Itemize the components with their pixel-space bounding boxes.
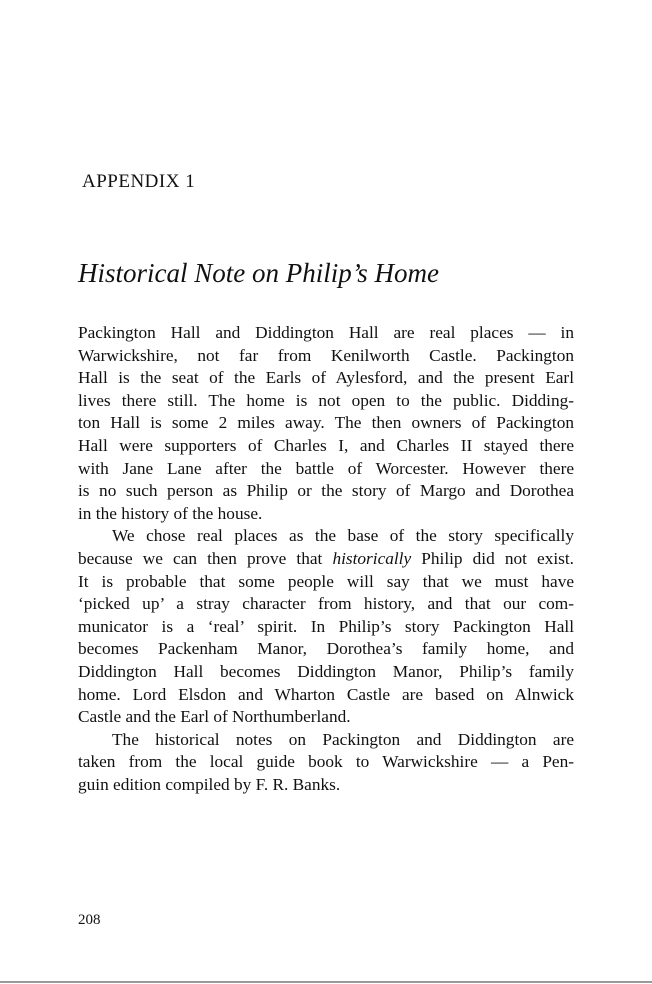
text-line: with Jane Lane after the battle of Worcester. However there: [78, 458, 574, 478]
text-run: Philip did not exist.: [411, 548, 574, 568]
text-line: We chose real places as the base of the story specifically: [112, 526, 574, 546]
text-run: because we can then prove that: [78, 548, 333, 568]
appendix-label: APPENDIX 1: [82, 171, 196, 192]
text-line: Castle and the Earl of Northumberland.: [78, 707, 351, 727]
text-line: home. Lord Elsdon and Wharton Castle are based on Alnwick: [78, 684, 574, 704]
page-number: 208: [78, 912, 101, 928]
text-line: guin edition compiled by F. R. Banks.: [78, 774, 341, 794]
bottom-rule: [0, 981, 652, 983]
text-line: Warwickshire, not far from Kenilworth Castle. Packington: [78, 345, 574, 365]
emphasis-historically: historically: [332, 548, 412, 568]
chapter-title: Historical Note on Philip’s Home: [78, 258, 439, 288]
text-line: becomes Packenham Manor, Dorothea’s family home, and: [78, 639, 574, 659]
text-line: Hall were supporters of Charles I, and Charles II stayed there: [78, 435, 574, 455]
body-text: [78, 322, 574, 796]
text-line: ton Hall is some 2 miles away. The then owners of Packington: [78, 413, 574, 433]
text-line: municator is a ‘real’ spirit. In Philip’s story Packington Hall: [78, 616, 574, 636]
text-line: in the history of the house.: [78, 503, 263, 523]
text-line-with-emphasis: [78, 548, 574, 571]
text-line: Packington Hall and Diddington Hall are real places — in: [78, 323, 574, 342]
paragraph-1: [78, 322, 574, 525]
text-line: ‘picked up’ a stray character from history, and that our com-: [78, 594, 574, 614]
text-line: Diddington Hall becomes Diddington Manor, Philip’s family: [78, 661, 574, 681]
paragraph-2: [78, 525, 574, 728]
text-line: Hall is the seat of the Earls of Aylesford, and the present Earl: [78, 368, 574, 388]
text-line: is no such person as Philip or the story of Margo and Dorothea: [78, 481, 574, 501]
text-line: lives there still. The home is not open to the public. Didding-: [78, 390, 574, 410]
text-line: taken from the local guide book to Warwickshire — a Pen-: [78, 752, 574, 772]
text-line: The historical notes on Packington and Diddington are: [112, 729, 574, 749]
text-line: It is probable that some people will say that we must have: [78, 571, 574, 591]
paragraph-3: [78, 729, 574, 797]
